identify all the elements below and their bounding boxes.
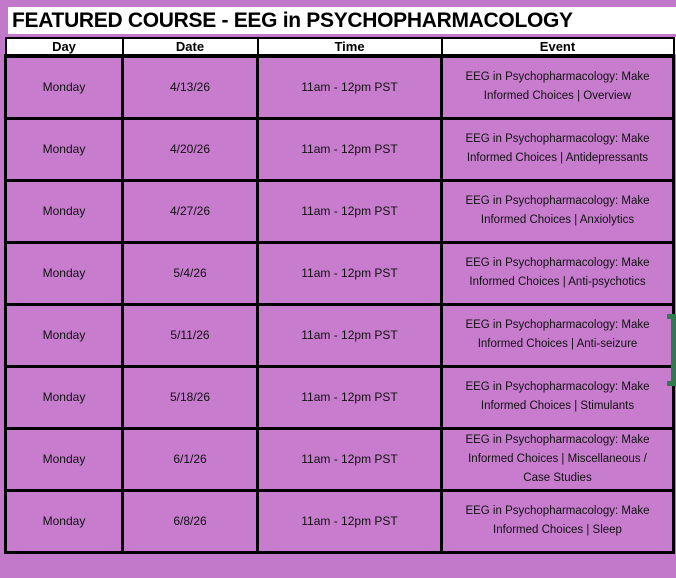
featured-course-title-cell[interactable] xyxy=(8,7,676,34)
day-cell[interactable]: Monday xyxy=(6,242,123,304)
day-cell[interactable]: Monday xyxy=(6,304,123,366)
table-row xyxy=(6,180,674,242)
day-cell[interactable]: Monday xyxy=(6,428,123,490)
schedule-table xyxy=(4,37,675,554)
event-cell[interactable]: EEG in Psychopharmacology: Make Informed Choices | Miscellaneous / Case Studies xyxy=(442,428,674,490)
event-cell[interactable]: EEG in Psychopharmacology: Make Informed Choices | Overview xyxy=(442,56,674,118)
header-date[interactable]: Date xyxy=(123,38,258,56)
date-cell[interactable]: 4/13/26 xyxy=(123,56,258,118)
date-cell[interactable]: 4/20/26 xyxy=(123,118,258,180)
header-row xyxy=(6,38,674,56)
day-cell[interactable]: Monday xyxy=(6,118,123,180)
table-row xyxy=(6,366,674,428)
time-cell[interactable]: 11am - 12pm PST xyxy=(258,180,442,242)
time-cell[interactable]: 11am - 12pm PST xyxy=(258,56,442,118)
day-cell[interactable]: Monday xyxy=(6,490,123,552)
header-event[interactable]: Event xyxy=(442,38,674,56)
selection-border-indicator xyxy=(667,314,676,386)
day-cell[interactable]: Monday xyxy=(6,366,123,428)
day-cell[interactable]: Monday xyxy=(6,56,123,118)
date-cell[interactable]: 5/4/26 xyxy=(123,242,258,304)
time-cell[interactable]: 11am - 12pm PST xyxy=(258,304,442,366)
table-row xyxy=(6,56,674,118)
time-cell[interactable]: 11am - 12pm PST xyxy=(258,366,442,428)
time-cell[interactable]: 11am - 12pm PST xyxy=(258,428,442,490)
time-cell[interactable]: 11am - 12pm PST xyxy=(258,490,442,552)
date-cell[interactable]: 6/1/26 xyxy=(123,428,258,490)
date-cell[interactable]: 4/27/26 xyxy=(123,180,258,242)
table-row xyxy=(6,118,674,180)
header-day[interactable]: Day xyxy=(6,38,123,56)
event-cell[interactable]: EEG in Psychopharmacology: Make Informed Choices | Anti-psychotics xyxy=(442,242,674,304)
event-cell[interactable]: EEG in Psychopharmacology: Make Informed Choices | Anxiolytics xyxy=(442,180,674,242)
schedule-header xyxy=(6,38,674,56)
table-row xyxy=(6,428,674,490)
schedule-body xyxy=(6,56,674,552)
date-cell[interactable]: 5/11/26 xyxy=(123,304,258,366)
table-row xyxy=(6,490,674,552)
event-cell[interactable]: EEG in Psychopharmacology: Make Informed Choices | Stimulants xyxy=(442,366,674,428)
day-cell[interactable]: Monday xyxy=(6,180,123,242)
event-cell[interactable]: EEG in Psychopharmacology: Make Informed Choices | Sleep xyxy=(442,490,674,552)
event-cell[interactable]: EEG in Psychopharmacology: Make Informed Choices | Antidepressants xyxy=(442,118,674,180)
header-time[interactable]: Time xyxy=(258,38,442,56)
date-cell[interactable]: 6/8/26 xyxy=(123,490,258,552)
date-cell[interactable]: 5/18/26 xyxy=(123,366,258,428)
table-row xyxy=(6,242,674,304)
time-cell[interactable]: 11am - 12pm PST xyxy=(258,242,442,304)
table-row xyxy=(6,304,674,366)
event-cell[interactable]: EEG in Psychopharmacology: Make Informed Choices | Anti-seizure xyxy=(442,304,674,366)
page-title: FEATURED COURSE - EEG in PSYCHOPHARMACOLOGY xyxy=(12,8,573,32)
time-cell[interactable]: 11am - 12pm PST xyxy=(258,118,442,180)
schedule-table-wrap xyxy=(4,37,675,554)
